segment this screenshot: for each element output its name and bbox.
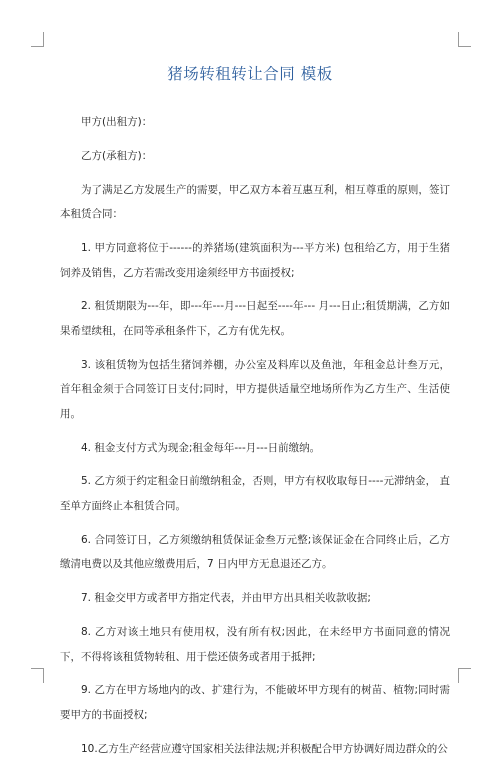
- preamble-paragraph: 为了满足乙方发展生产的需要，甲乙双方本着互惠互利，相互尊重的原则，签订本租赁合同：: [60, 183, 450, 221]
- clause-7: 7. 租金交甲方或者甲方指定代表，并由甲方出具相关收款收据;: [81, 592, 371, 605]
- corner-mark-bottom-right: [458, 668, 471, 683]
- document-body: [60, 110, 450, 771]
- party-b-line: 乙方(承租方)：: [81, 149, 153, 162]
- clause-1: 1. 甲方同意将位于------的养猪场(建筑面积为---平方米) 包租给乙方，用于生猪饲养及销售，乙方若需改变用途须经甲方书面授权;: [60, 241, 450, 279]
- corner-mark-top-left: [31, 32, 44, 47]
- clause-6: 6. 合同签订日，乙方须缴纳租赁保证金叁万元整;该保证金在合同终止后，乙方缴清电费以及其他应缴费用后，7 日内甲方无息退还乙方。: [60, 533, 450, 571]
- corner-mark-bottom-left: [31, 668, 44, 683]
- document-title: 猪场转租转让合同 模板: [167, 65, 333, 83]
- clause-9: 9. 乙方在甲方场地内的改、扩建行为，不能破坏甲方现有的树苗、植物;同时需要甲方的书面授权;: [60, 684, 450, 721]
- clause-2: 2. 租赁期限为---年，即---年---月---日起至----年--- 月---日止;租赁期满，乙方如果希望续租，在同等承租条件下，乙方有优先权。: [60, 300, 450, 337]
- clause-3: 3. 该租赁物为包括生猪饲养棚，办公室及料库以及鱼池，年租金总计叁万元，首年租金须于合同签订日支付;同时，甲方提供适量空地场所作为乙方生产、生活使用。: [60, 358, 450, 420]
- clause-10: 10.乙方生产经营应遵守国家相关法律法规;并积极配合甲方协调好周边群众的公: [81, 742, 448, 755]
- corner-mark-top-right: [458, 32, 471, 47]
- clause-4: 4. 租金支付方式为现金;租金每年---月---日前缴纳。: [81, 441, 321, 454]
- clause-5: 5. 乙方须于约定租金日前缴纳租金，否则，甲方有权收取每日----元滞纳金， 直至单方面终止本租赁合同。: [60, 475, 450, 513]
- party-a-line: 甲方(出租方)：: [81, 116, 153, 128]
- clause-8: 8. 乙方对该土地只有使用权，没有所有权;因此，在未经甲方书面同意的情况下，不得将该租赁物转租、用于偿还债务或者用于抵押;: [60, 625, 450, 663]
